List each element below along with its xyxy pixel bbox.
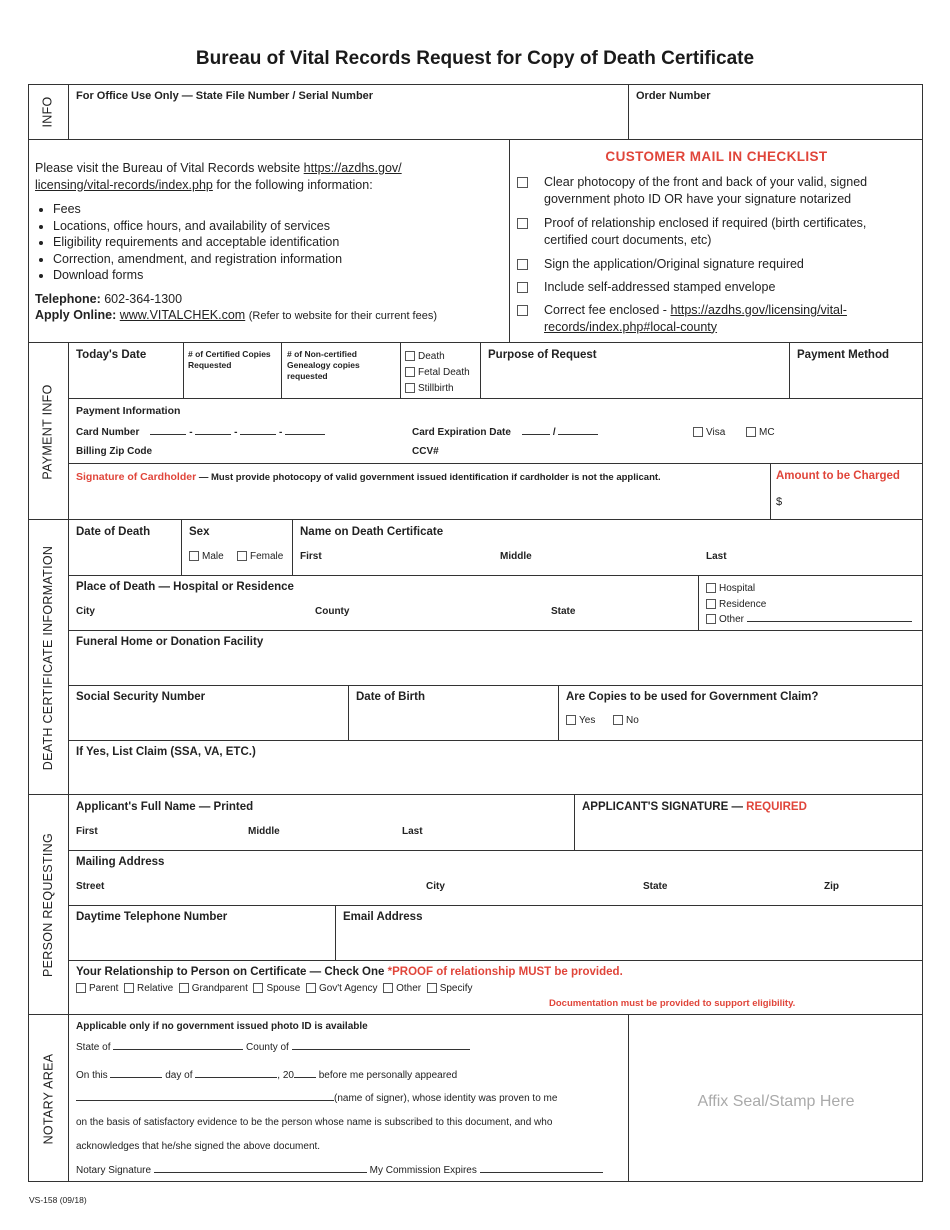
card-number-field[interactable]: Card Number - - - [76,427,325,438]
state-label: State [551,606,576,617]
visa-option[interactable]: Visa [693,427,725,438]
fee-link[interactable]: https://azdhs.gov/licensing/vital- [670,303,847,317]
payment-info-label: Payment Information [76,405,181,417]
other-option[interactable]: Other [706,612,912,628]
billing-zip-label: Billing Zip Code [76,446,153,457]
city-label: City [76,606,95,617]
notary-acknowledges-text: acknowledges that he/she signed the above document. [76,1141,321,1152]
purpose-label: Purpose of Request [488,349,597,361]
relationship-options [76,983,472,994]
ccv-label: CCV# [412,446,439,457]
section-info: INFO [41,96,55,128]
other-relationship-option[interactable]: Other [383,983,421,994]
name-on-cert-label: Name on Death Certificate [300,526,444,538]
order-number-label: Order Number [636,90,711,102]
notary-signature-line: Notary Signature My Commission Expires [76,1165,603,1176]
card-expiration-field[interactable]: Card Expiration Date / [412,427,598,438]
funeral-home-label: Funeral Home or Donation Facility [76,636,264,648]
checkbox[interactable] [517,177,528,188]
section-notary: NOTARY AREA [41,1053,55,1144]
hospital-option[interactable]: Hospital [706,581,912,597]
notary-state-county: State of County of [76,1042,470,1053]
grandparent-option[interactable]: Grandparent [179,983,248,994]
ssn-label: Social Security Number [76,691,206,703]
notary-signer-line: (name of signer), whose identity was proven to me [76,1093,557,1104]
list-item: • Correction, amendment, and registration information [53,251,505,268]
cert-type-options [405,349,470,397]
place-of-death-label: Place of Death — Hospital or Residence [76,581,294,593]
signature-cardholder: Signature of Cardholder — Must provide photocopy of valid government issued identification if cardholder is not the applicant. [76,471,661,483]
middle-name-label: Middle [500,551,532,562]
notary-applicable-label: Applicable only if no government issued photo ID is available [76,1021,368,1032]
info-bullet-list [35,201,505,284]
street-label: Street [76,881,105,892]
office-use-label: For Office Use Only — State File Number / Serial Number [76,90,374,102]
checkbox[interactable] [517,282,528,293]
male-option[interactable]: Male [189,551,224,562]
checkbox[interactable] [517,218,528,229]
date-of-death-label: Date of Death [76,526,151,538]
list-claim-label: If Yes, List Claim (SSA, VA, ETC.) [76,746,256,758]
dollar-sign: $ [776,496,783,508]
noncertified-copies-label: # of Non-certified Genealogy copies requested [287,349,360,381]
gov-agency-option[interactable]: Gov't Agency [306,983,378,994]
payment-method-label: Payment Method [797,349,890,361]
checklist-item-envelope[interactable]: Include self-addressed stamped envelope [517,279,912,296]
last-name-label: Last [706,551,727,562]
relationship-label: Your Relationship to Person on Certificate — Check One *PROOF of relationship MUST be provided. [76,966,623,978]
form-number: VS-158 (09/18) [29,1195,87,1205]
checklist-item-id[interactable]: Clear photocopy of the front and back of your valid, signed government photo ID OR have your signature notarized [517,174,912,207]
gov-claim-label: Are Copies to be used for Government Claim? [566,691,819,703]
checklist-item-fee[interactable]: Correct fee enclosed - https://azdhs.gov/licensing/vital- records/index.php#local-county [517,302,912,335]
vital-records-link-2[interactable]: licensing/vital-records/index.php [35,177,213,192]
death-option[interactable]: Death [405,349,470,365]
sex-label: Sex [189,526,210,538]
applicant-last-label: Last [402,826,423,837]
commission-field[interactable] [480,1172,603,1173]
first-name-label: First [300,551,322,562]
todays-date-label: Today's Date [76,349,147,361]
applicant-middle-label: Middle [248,826,280,837]
state-of-field[interactable] [113,1049,243,1050]
applicant-signature-label: APPLICANT'S SIGNATURE — REQUIRED [582,801,807,813]
notary-signature-field[interactable] [154,1172,367,1173]
county-of-field[interactable] [292,1049,470,1050]
section-person: PERSON REQUESTING [41,832,56,978]
affix-seal-label: Affix Seal/Stamp Here [697,1093,855,1110]
page-title: Bureau of Vital Records Request for Copy of Death Certificate [195,48,755,69]
mailing-state-label: State [643,881,668,892]
checkbox[interactable] [517,305,528,316]
female-option[interactable]: Female [237,551,283,562]
list-item: • Locations, office hours, and availability of services [53,218,505,235]
stillbirth-option[interactable]: Stillbirth [405,381,470,397]
documentation-note: Documentation must be provided to support eligibility. [549,998,796,1009]
checklist-title: CUSTOMER MAIL IN CHECKLIST [605,149,828,164]
telephone: 602-364-1300 [104,291,183,306]
spouse-option[interactable]: Spouse [253,983,300,994]
fee-link-2[interactable]: records/index.php#local-county [544,319,718,334]
vital-records-link[interactable]: https://azdhs.gov/ [303,161,402,175]
no-option[interactable]: No [613,715,639,726]
applicant-name-label: Applicant's Full Name — Printed [76,801,254,813]
checklist-item-proof[interactable]: Proof of relationship enclosed if required (birth certificates, certified court documents, etc) [517,215,912,248]
list-item: • Eligibility requirements and acceptable identification [53,234,505,251]
county-label: County [315,606,350,617]
list-item: • Fees [53,201,505,218]
list-item: • Download forms [53,267,505,284]
relative-option[interactable]: Relative [124,983,173,994]
fetal-death-option[interactable]: Fetal Death [405,365,470,381]
notary-date-line: On this day of , 20 before me personally appeared [76,1070,458,1081]
dob-label: Date of Birth [356,691,425,703]
certified-copies-label: # of Certified Copies Requested [188,349,271,370]
specify-option[interactable]: Specify [427,983,473,994]
vitalchek-link[interactable]: www.VITALCHEK.com [119,308,246,322]
applicant-first-label: First [76,826,98,837]
email-label: Email Address [343,911,423,923]
residence-option[interactable]: Residence [706,597,912,613]
checklist-item-sign[interactable]: Sign the application/Original signature required [517,256,912,273]
zip-label: Zip [824,881,839,892]
mc-option[interactable]: MC [746,427,775,438]
notary-basis-text: on the basis of satisfactory evidence to be the person whose name is subscribed to this document, and who [76,1117,553,1128]
parent-option[interactable]: Parent [76,983,118,994]
checkbox[interactable] [517,259,528,270]
mailing-address-label: Mailing Address [76,856,165,868]
mailing-city-label: City [426,881,445,892]
amount-charged-label: Amount to be Charged [776,470,900,482]
section-death: DEATH CERTIFICATE INFORMATION [41,545,56,770]
place-type-options [706,581,912,628]
phone-label: Daytime Telephone Number [76,911,228,923]
section-payment: PAYMENT INFO [41,383,55,480]
yes-option[interactable]: Yes [566,715,595,726]
website-info: Please visit the Bureau of Vital Records website https://azdhs.gov/ licensing/vital-records/index.php for the following information: • Fees • Locations, office hours, and availability of services • Eligibility requirements and acceptable identification • Correction, amendment, and registration information • Download forms Telephone: 602-364-1300 Apply Online: www.VITALCHEK.com (Refer to website for their current fees) [35,160,505,325]
